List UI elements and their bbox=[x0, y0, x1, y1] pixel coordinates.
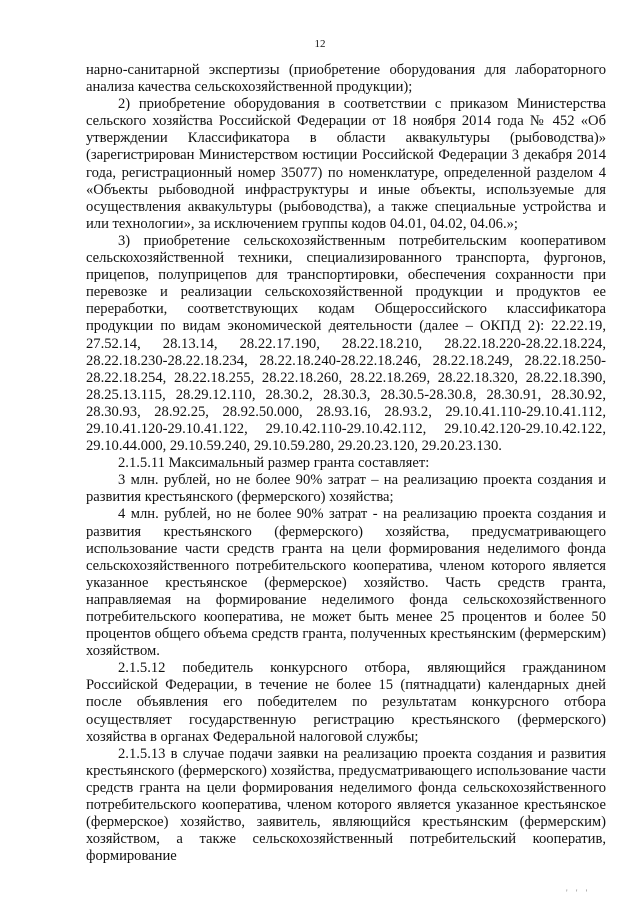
scan-mark: ' ' ' bbox=[566, 888, 591, 898]
paragraph-continuation: нарно-санитарной экспертизы (приобретение оборудования для лабораторного анализа качества сельскохозяйственной продукции); bbox=[86, 62, 606, 96]
paragraph-item-3: 3) приобретение сельскохозяйственным потребительским кооперативом сельскохозяйственной техники, специализированного транспорта, фургонов, прицепов, полуприцепов для транспортировки, обеспечения сохранности при перевозке и реализации сельскохозяйственной продукции и продуктов ее переработки, соответствующих кодам Общероссийского классификатора продукции по видам экономической деятельности (далее – ОКПД 2): 22.22.19, 27.52.14, 28.13.14, 28.22.17.190, 28.22.18.210, 28.22.18.220-28.22.18.224, 28.22.18.230-28.22.18.234, 28.22.18.240-28.22.18.246, 28.22.18.249, 28.22.18.250-28.22.18.254, 28.22.18.255, 28.22.18.260, 28.22.18.269, 28.22.18.320, 28.22.18.390, 28.25.13.115, 28.29.12.110, 28.30.2, 28.30.3, 28.30.5-28.30.8, 28.30.91, 28.30.92, 28.30.93, 28.92.25, 28.92.50.000, 28.93.16, 28.93.2, 29.10.41.110-29.10.41.112, 29.10.41.120-29.10.41.122, 29.10.42.110-29.10.42.112, 29.10.42.120-29.10.42.122, 29.10.44.000, 29.10.59.240, 29.10.59.280, 29.20.23.120, 29.20.23.130. bbox=[86, 232, 606, 455]
paragraph-section-2-1-5-13: 2.1.5.13 в случае подачи заявки на реализацию проекта создания и развития крестьянского (фермерского) хозяйства, предусматривающего использование части средств гранта на цели формирования неделимого фонда сельскохозяйственного потребительского кооператива, членом которого является указанное крестьянское (фермерское) хозяйство, заявитель, являющийся крестьянским (фермерским) хозяйством, а также сельскохозяйственный потребительский кооператив, формирование bbox=[86, 745, 606, 865]
paragraph-item-2: 2) приобретение оборудования в соответствии с приказом Министерства сельского хозяйства Российской Федерации от 18 ноября 2014 года № 452 «Об утверждении Классификатора в области аквакультуры (рыбоводства)» (зарегистрирован Министерством юстиции Российской Федерации 3 декабря 2014 года, регистрационный номер 35077) по номенклатуре, определенной разделом 4 «Объекты рыбоводной инфраструктуры и иные объекты, используемые для осуществления аквакультуры (рыбоводства), а также специальные устройства и или технологии», за исключением группы кодов 04.01, 04.02, 04.06.»; bbox=[86, 96, 606, 232]
document-body bbox=[86, 62, 606, 865]
paragraph-section-2-1-5-12: 2.1.5.12 победитель конкурсного отбора, являющийся гражданином Российской Федерации, в течение не более 15 (пятнадцати) календарных дней после объявления его победителем по результатам конкурсного отбора осуществляет государственную регистрацию крестьянского (фермерского) хозяйства в органах Федеральной налоговой службы; bbox=[86, 660, 606, 745]
page-number: 12 bbox=[314, 38, 326, 50]
paragraph-grant-3-million: 3 млн. рублей, но не более 90% затрат – на реализацию проекта создания и развития крестьянского (фермерского) хозяйства; bbox=[86, 472, 606, 506]
paragraph-section-2-1-5-11: 2.1.5.11 Максимальный размер гранта составляет: bbox=[118, 455, 430, 472]
paragraph-grant-4-million: 4 млн. рублей, но не более 90% затрат - на реализацию проекта создания и развития крестьянского (фермерского) хозяйства, предусматривающего использование части средств гранта на цели формирования неделимого фонда сельскохозяйственного потребительского кооператива, членом которого является указанное крестьянское (фермерское) хозяйство. Часть средств гранта, направляемая на формирование неделимого фонда сельскохозяйственного потребительского кооператива, не может быть менее 25 процентов и более 50 процентов общего объема средств гранта, полученных крестьянским (фермерским) хозяйством. bbox=[86, 506, 606, 660]
